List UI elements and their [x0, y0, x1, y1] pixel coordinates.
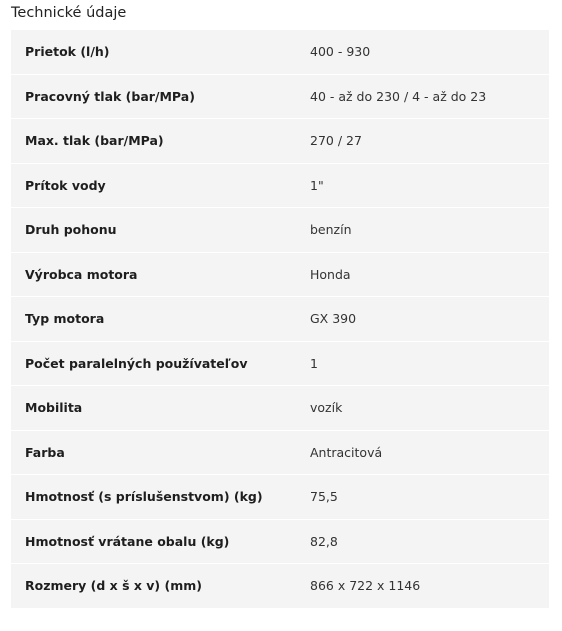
spec-label: Max. tlak (bar/MPa)	[11, 119, 296, 164]
spec-value: 1"	[296, 163, 549, 208]
spec-row-color	[11, 430, 549, 475]
spec-label: Prietok (l/h)	[11, 30, 296, 74]
spec-value: benzín	[296, 208, 549, 253]
spec-row-engine-type	[11, 297, 549, 342]
spec-label: Prítok vody	[11, 163, 296, 208]
spec-label: Rozmery (d x š x v) (mm)	[11, 564, 296, 608]
spec-label: Počet paralelných používateľov	[11, 341, 296, 386]
spec-label: Pracovný tlak (bar/MPa)	[11, 74, 296, 119]
spec-row-dimensions	[11, 564, 549, 608]
spec-row-water-inlet	[11, 163, 549, 208]
spec-row-engine-maker	[11, 252, 549, 297]
spec-row-weight-with-accessories	[11, 475, 549, 520]
spec-row-flow	[11, 30, 549, 74]
spec-value: Antracitová	[296, 430, 549, 475]
spec-label: Hmotnosť vrátane obalu (kg)	[11, 519, 296, 564]
spec-label: Hmotnosť (s príslušenstvom) (kg)	[11, 475, 296, 520]
spec-row-weight-with-packaging	[11, 519, 549, 564]
spec-row-mobility	[11, 386, 549, 431]
spec-value: 82,8	[296, 519, 549, 564]
spec-row-parallel-users	[11, 341, 549, 386]
spec-row-max-pressure	[11, 119, 549, 164]
section-title: Technické údaje	[11, 5, 127, 21]
spec-value: GX 390	[296, 297, 549, 342]
spec-label: Farba	[11, 430, 296, 475]
spec-table	[11, 30, 549, 608]
spec-label: Mobilita	[11, 386, 296, 431]
spec-label: Druh pohonu	[11, 208, 296, 253]
spec-value: 40 - až do 230 / 4 - až do 23	[296, 74, 549, 119]
spec-value: 270 / 27	[296, 119, 549, 164]
spec-row-working-pressure	[11, 74, 549, 119]
spec-row-drive-type	[11, 208, 549, 253]
spec-label: Typ motora	[11, 297, 296, 342]
spec-value: 866 x 722 x 1146	[296, 564, 549, 608]
spec-table-body	[11, 30, 549, 608]
spec-value: Honda	[296, 252, 549, 297]
spec-value: 400 - 930	[296, 30, 549, 74]
spec-label: Výrobca motora	[11, 252, 296, 297]
spec-value: 75,5	[296, 475, 549, 520]
spec-value: vozík	[296, 386, 549, 431]
spec-value: 1	[296, 341, 549, 386]
